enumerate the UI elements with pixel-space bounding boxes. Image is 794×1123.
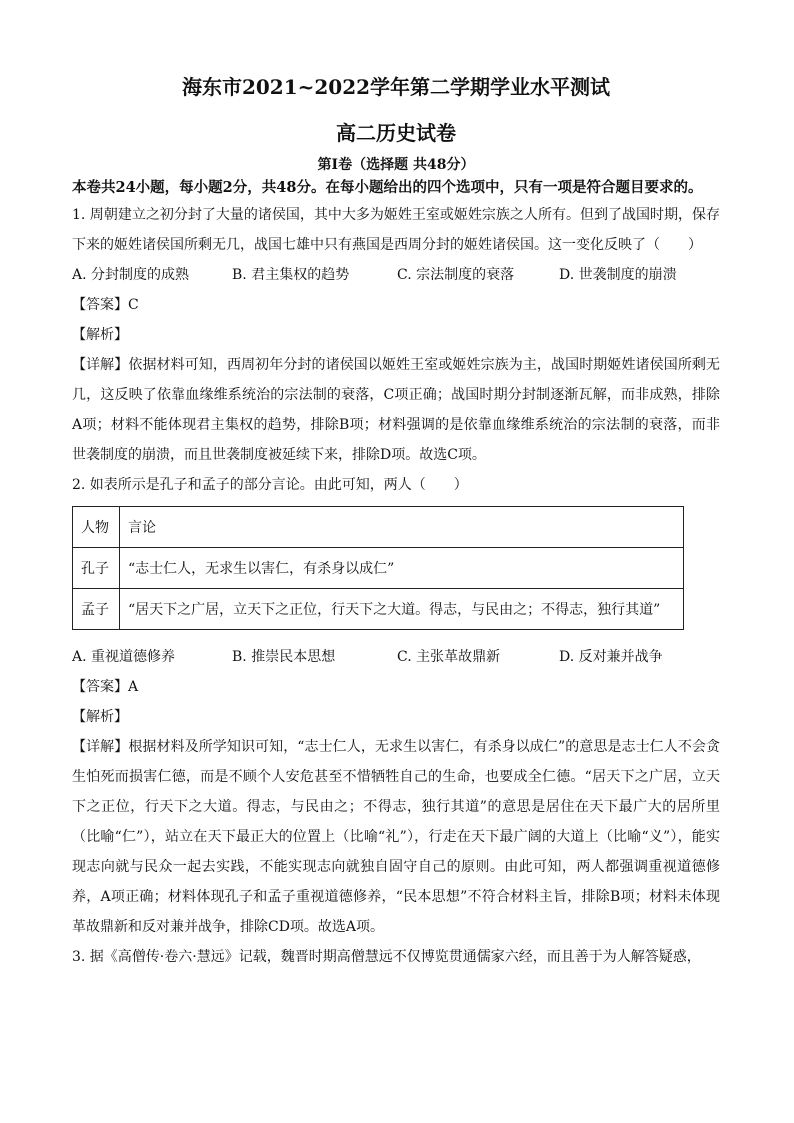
question-1-options: [72, 260, 720, 290]
exam-title: 海东市2021~2022学年第二学期学业水平测试: [181, 75, 611, 99]
question-2-option-b: B. 推崇民本思想: [232, 649, 336, 665]
question-3-stem: 3. 据《高僧传·卷六·慧远》记载，魏晋时期高僧慧远不仅博览贯通儒家六经，而且善于为人解答疑惑，: [72, 949, 701, 965]
question-2-option-c: C. 主张革故鼎新: [397, 649, 501, 665]
table-header-row: [73, 507, 684, 548]
detail-text: 依据材料可知，西周初年分封的诸侯国以姬姓王室或姬姓宗族为主，战国时期姬姓诸侯国所剩无几，这反映了依靠血缘维系统治的宗法制的衰落，C项正确；战国时期分封制逐渐瓦解，而非成熟，排除A项；材料不能体现君主集权的趋势，排除B项；材料强调的是依靠血缘维系统治的宗法制的衰落，而非世袭制度的崩溃，而且世袭制度被延续下来，排除D项。故选C项。: [72, 357, 721, 463]
question-1: [72, 200, 720, 470]
answer-label: 【答案】: [72, 297, 128, 313]
answer-label: 【答案】: [72, 679, 128, 695]
question-2-options: [72, 642, 720, 672]
table-cell-person: 孟子: [73, 589, 120, 630]
question-2: [72, 470, 720, 942]
question-2-option-d: D. 反对兼并战争: [559, 649, 663, 665]
question-1-stem: 1. 周朝建立之初分封了大量的诸侯国，其中大多为姬姓王室或姬姓宗族之人所有。但到了战国时期，保存下来的姬姓诸侯国所剩无几，战国七雄中只有燕国是西周分封的姬姓诸侯国。这一变化反映了（ ）: [72, 207, 720, 253]
exam-subtitle: 高二历史试卷: [336, 121, 456, 145]
detail-label: 【详解】: [72, 357, 129, 373]
question-1-analysis-label: 【解析】: [72, 327, 128, 343]
question-1-option-a: A. 分封制度的成熟: [72, 267, 190, 283]
detail-label: 【详解】: [72, 739, 129, 755]
question-2-detail: [72, 732, 720, 942]
table-header-person: 人物: [73, 507, 120, 548]
question-2-answer: [72, 672, 720, 702]
question-1-detail: [72, 350, 720, 470]
table-cell-quote: “居天下之广居，立天下之正位，行天下之大道。得志，与民由之；不得志，独行其道”: [120, 589, 684, 630]
quotes-table: [72, 506, 684, 630]
question-1-option-c: C. 宗法制度的衰落: [397, 267, 515, 283]
question-1-option-d: D. 世袭制度的崩溃: [559, 267, 677, 283]
table-row: [73, 589, 684, 630]
answer-value: A: [128, 679, 139, 695]
question-1-option-b: B. 君主集权的趋势: [232, 267, 350, 283]
table-row: [73, 548, 684, 589]
question-3: [72, 942, 720, 972]
detail-text: 根据材料及所学知识可知，“志士仁人，无求生以害仁，有杀身以成仁”的意思是志士仁人不会贪生怕死而损害仁德，而是不顾个人安危甚至不惜牺牲自己的生命，也要成全仁德。“居天下之广居，立天下之正位，行天下之大道。得志，与民由之；不得志，独行其道”的意思是居住在天下最广大的居所里（比喻“仁”），站立在天下最正大的位置上（比喻“礼”），行走在天下最广阔的大道上（比喻“义”），能实现志向就与民众一起去实践，不能实现志向就独自固守自己的原则。由此可知，两人都强调重视道德修养，A项正确；材料体现孔子和孟子重视道德修养，“民本思想”不符合材料主旨，排除B项；材料未体现革故鼎新和反对兼并战争，排除CD项。故选A项。: [72, 739, 721, 935]
question-2-analysis-label: 【解析】: [72, 709, 128, 725]
table-cell-quote: “志士仁人，无求生以害仁，有杀身以成仁”: [120, 548, 684, 589]
table-cell-person: 孔子: [73, 548, 120, 589]
answer-value: C: [128, 297, 139, 313]
table-header-quote: 言论: [120, 507, 684, 548]
question-1-answer: [72, 290, 720, 320]
section-instructions: 本卷共24小题，每小题2分，共48分。在每小题给出的四个选项中，只有一项是符合题目要求的。: [72, 179, 703, 196]
question-2-stem: 2. 如表所示是孔子和孟子的部分言论。由此可知，两人（ ）: [72, 477, 468, 493]
section-heading: 第Ⅰ卷（选择题 共48分）: [317, 157, 475, 173]
question-2-option-a: A. 重视道德修养: [72, 649, 176, 665]
spacer: [72, 630, 720, 642]
